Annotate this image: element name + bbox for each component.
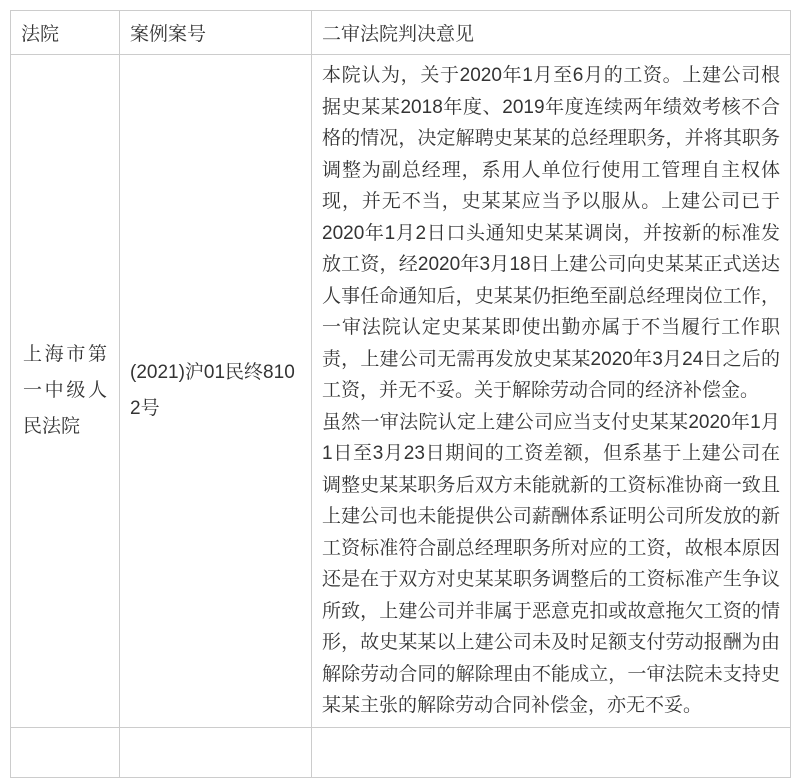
table-header-row <box>11 11 791 55</box>
empty-opinion-cell <box>312 728 791 778</box>
opinion-cell <box>312 55 791 728</box>
column-header-court: 法院 <box>11 11 120 55</box>
column-header-case-number: 案例案号 <box>120 11 312 55</box>
case-number-cell: (2021)沪01民终8102号 <box>120 55 312 728</box>
table-body <box>11 55 791 778</box>
table-row <box>11 55 791 728</box>
empty-court-cell <box>11 728 120 778</box>
opinion-paragraph-1: 本院认为，关于2020年1月至6月的工资。上建公司根据史某某2018年度、2019年度连续两年绩效考核不合格的情况，决定解聘史某某的总经理职务，并将其职务调整为副总经理，系用人单位行使用工管理自主权体现，并无不当，史某某应当予以服从。上建公司已于2020年1月2日口头通知史某某调岗，并按新的标准发放工资，经2020年3月18日上建公司向史某某正式送达人事任命通知后，史某某仍拒绝至副总经理岗位工作，一审法院认定史某某即使出勤亦属于不当履行工作职责，上建公司无需再发放史某某2020年3月24日之后的工资，并无不妥。关于解除劳动合同的经济补偿金。 <box>322 65 780 402</box>
opinion-paragraph-2: 虽然一审法院认定上建公司应当支付史某某2020年1月1日至3月23日期间的工资差额，但系基于上建公司在调整史某某职务后双方未能就新的工资标准协商一致且上建公司也未能提供公司薪酬体系证明公司所发放的新工资标准符合副总经理职务所对应的工资，故根本原因还是在于双方对史某某职务调整后的工资标准产生争议所致，上建公司并非属于恶意克扣或故意拖欠工资的情形，故史某某以上建公司未及时足额支付劳动报酬为由解除劳动合同的解除理由不能成立，一审法院未支持史某某主张的解除劳动合同补偿金，亦无不妥。 <box>322 411 780 717</box>
header-row <box>11 11 791 55</box>
column-header-opinion: 二审法院判决意见 <box>312 11 791 55</box>
court-cell: 上海市第一中级人民法院 <box>11 55 120 728</box>
empty-case-number-cell <box>120 728 312 778</box>
table-row-empty <box>11 728 791 778</box>
judgment-table <box>10 10 791 778</box>
